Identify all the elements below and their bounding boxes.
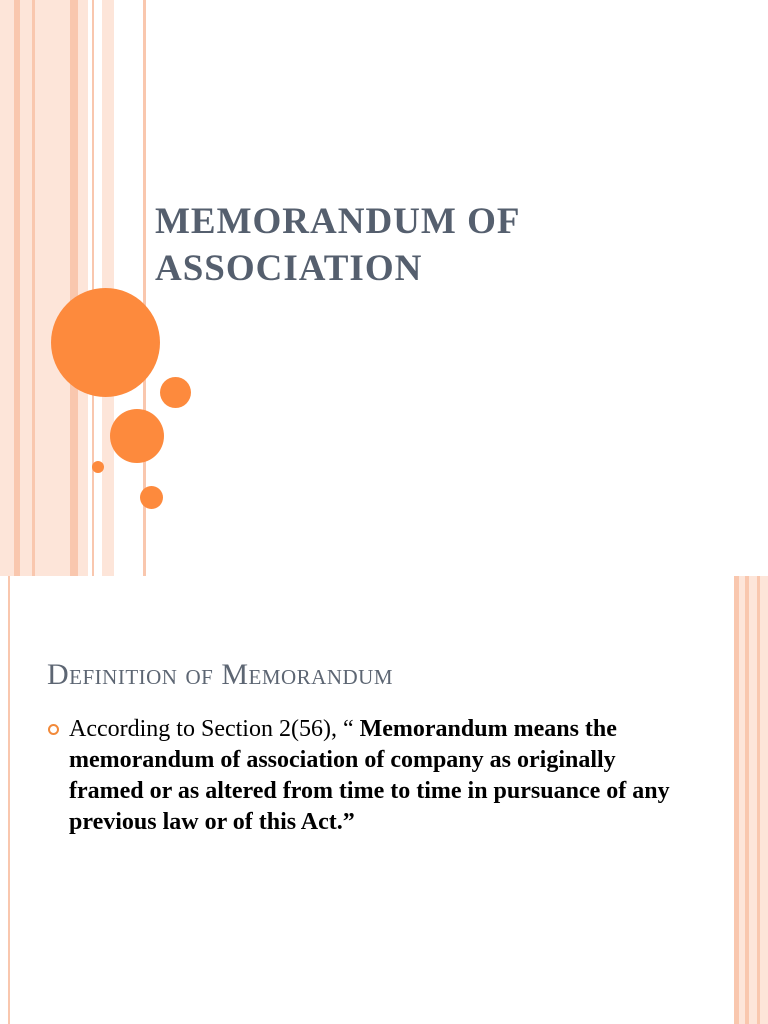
tiny-orange-circle [92,461,104,473]
title-line-1: MEMORANDUM OF [155,201,521,242]
bullet-circle-icon [48,724,59,735]
small-orange-circle [160,377,191,408]
bullet-text [69,714,688,838]
decorative-stripe [8,576,10,1024]
medium-orange-circle [110,409,164,463]
title-line-2: ASSOCIATION [155,248,423,289]
decorative-stripe [78,0,88,576]
content-slide [0,576,768,1024]
bullet-normal-text: According to Section 2(56), “ [69,716,360,742]
slide-heading: Definition of Memorandum [47,658,394,691]
decorative-stripe [0,0,14,576]
large-orange-circle [51,288,160,397]
bullet-bold-text: Memorandum means the memorandum of association of company as originally framed or as altered from time to time in pursuance of any previous law or of this Act.” [69,716,670,835]
decorative-stripe [35,0,70,576]
bullet-item [48,714,688,838]
decorative-stripe [70,0,78,576]
slide-title [155,198,715,292]
small-orange-circle [140,486,163,509]
decorative-stripe [20,0,32,576]
decorative-stripe [749,576,757,1024]
decorative-stripe [92,0,94,576]
decorative-stripe [760,576,768,1024]
